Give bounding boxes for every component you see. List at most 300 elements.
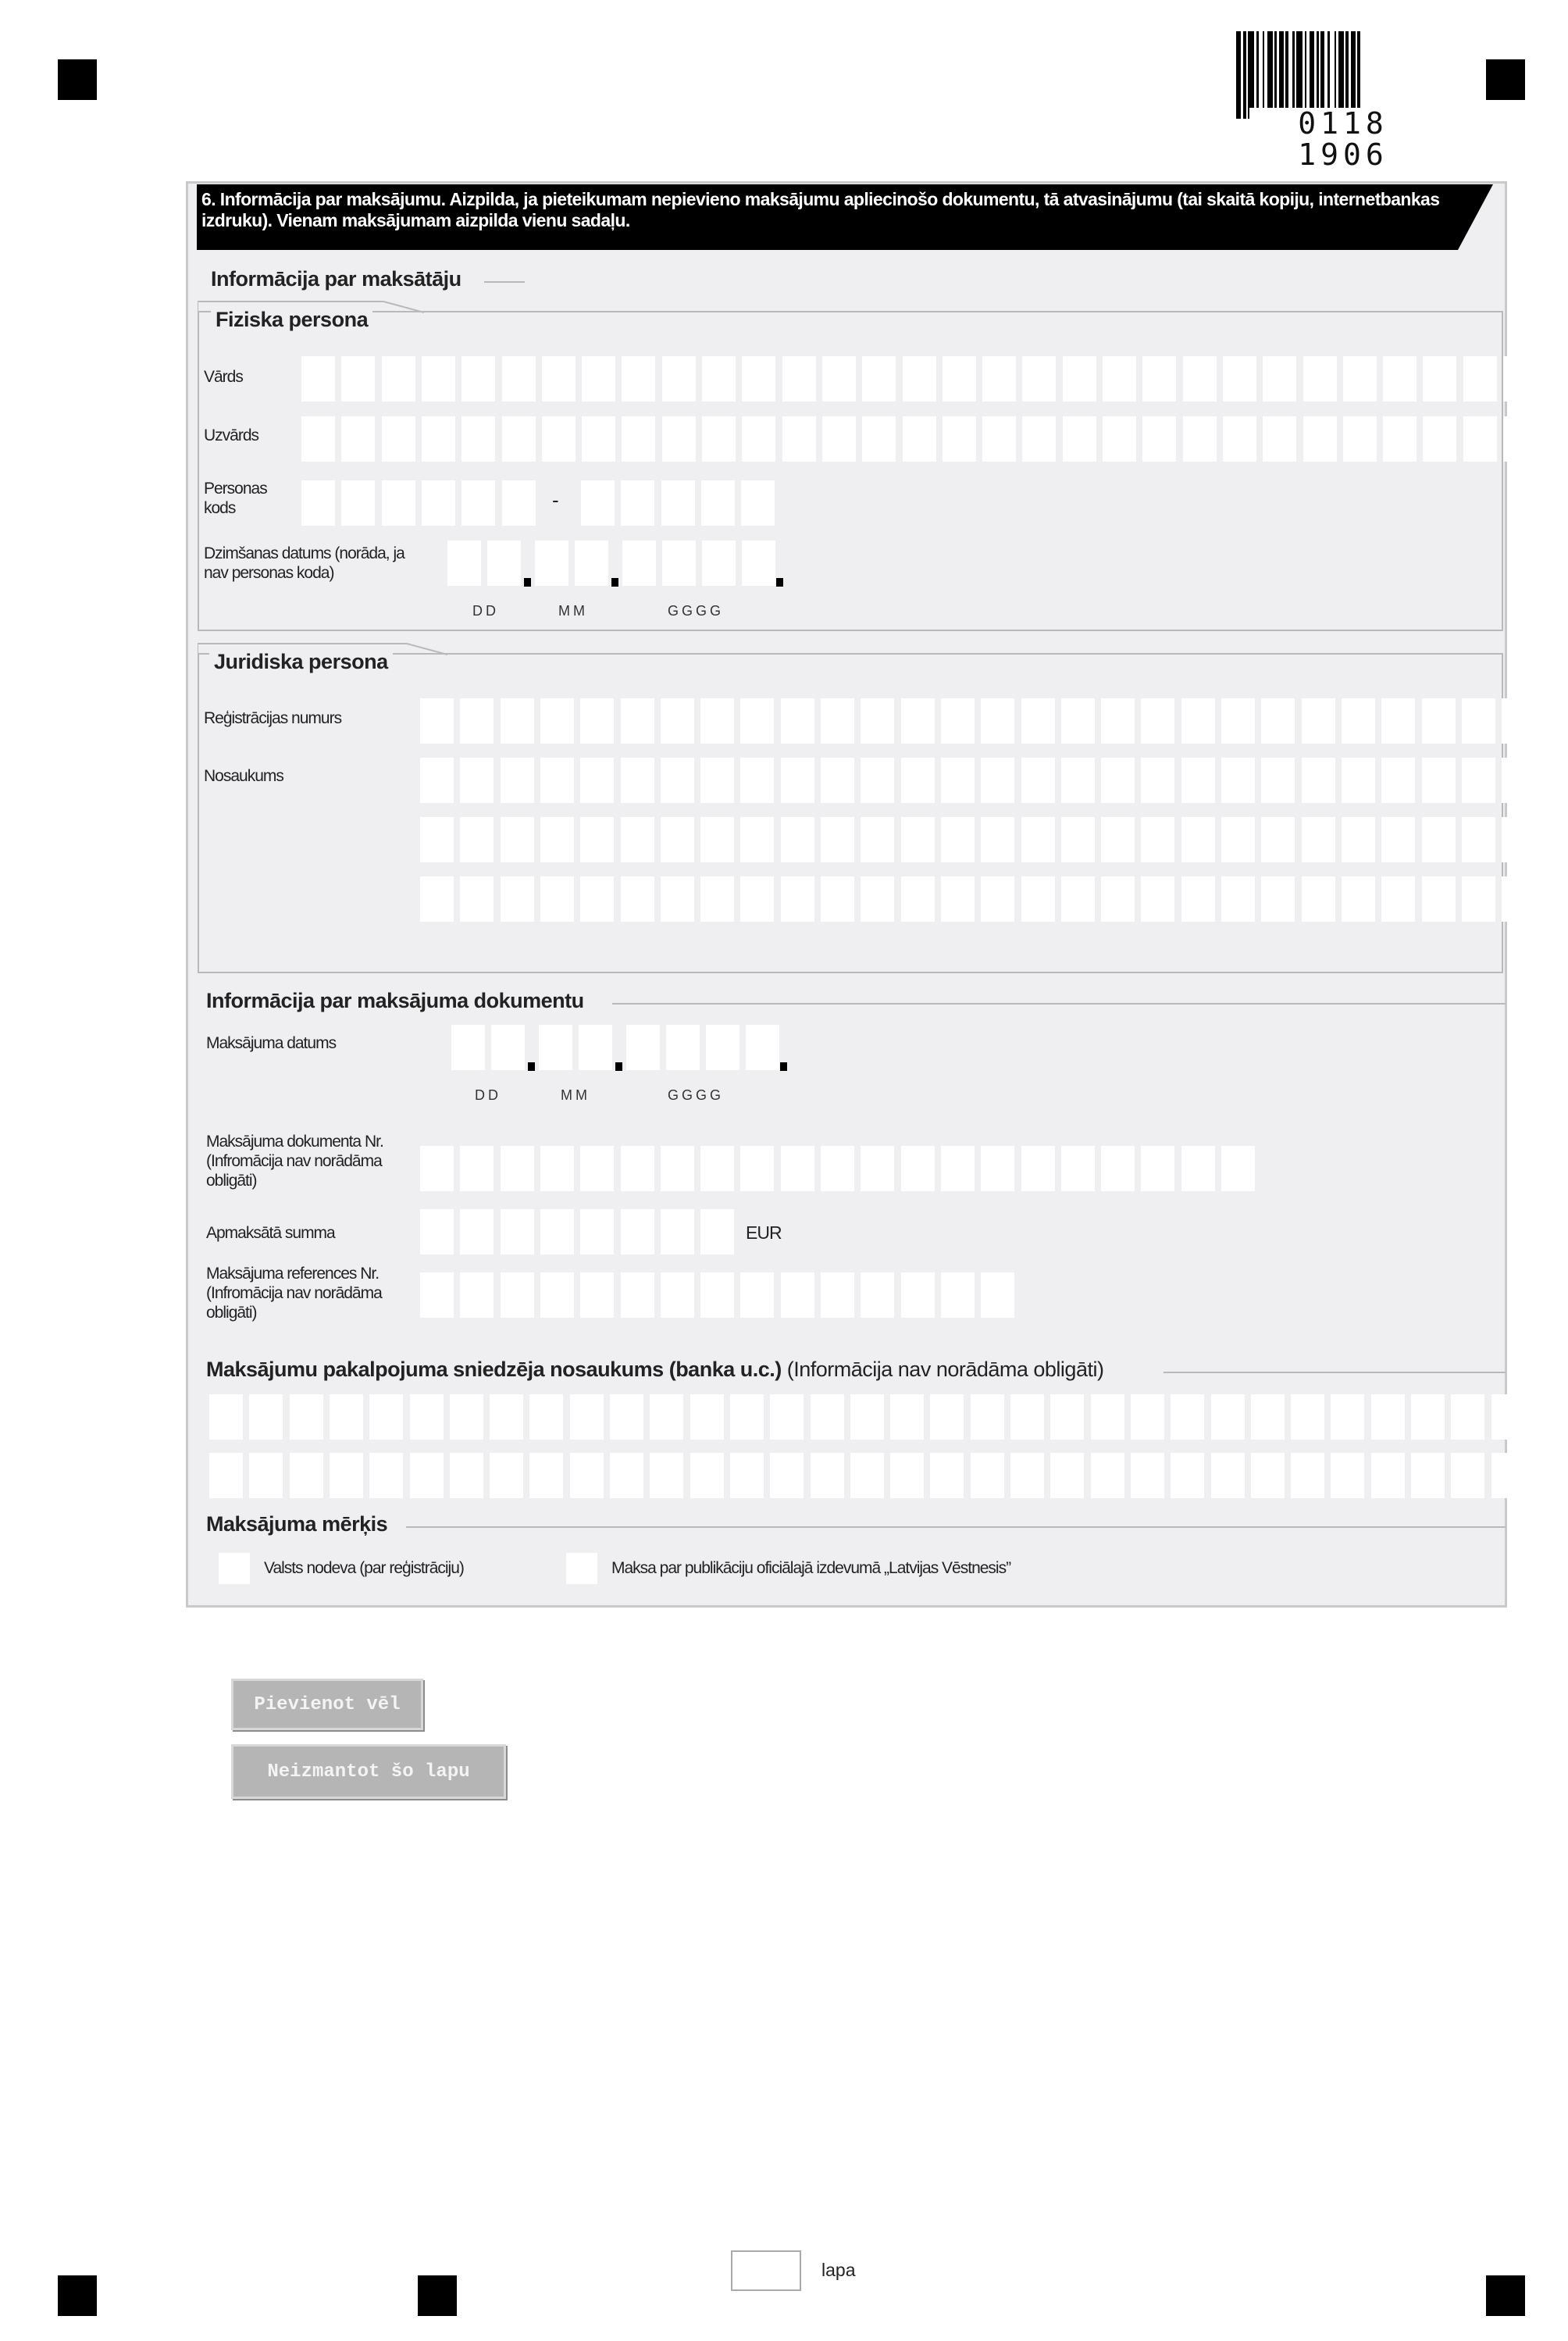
input-cell[interactable] <box>501 1146 534 1191</box>
input-cell[interactable] <box>740 1272 774 1318</box>
input-cell[interactable] <box>1263 416 1296 462</box>
input-cell[interactable] <box>821 758 854 803</box>
input-cell[interactable] <box>420 758 454 803</box>
input-cell[interactable] <box>1061 817 1095 862</box>
input-cell[interactable] <box>661 817 694 862</box>
input-cell[interactable] <box>1462 698 1495 744</box>
input-cell[interactable] <box>1141 758 1174 803</box>
input-cell[interactable] <box>1091 1453 1124 1498</box>
input-cell[interactable] <box>542 356 576 401</box>
input-cell[interactable] <box>1302 817 1335 862</box>
input-cell[interactable] <box>741 480 775 526</box>
input-cell[interactable] <box>369 1394 403 1440</box>
input-cell[interactable] <box>861 1146 894 1191</box>
input-cell[interactable] <box>450 1453 483 1498</box>
input-cell[interactable] <box>661 480 695 526</box>
input-cell[interactable] <box>1331 1394 1364 1440</box>
input-cell[interactable] <box>1050 1394 1084 1440</box>
input-cell[interactable] <box>650 1394 683 1440</box>
input-cell[interactable] <box>1302 698 1335 744</box>
input-cell[interactable] <box>982 356 1016 401</box>
input-cell[interactable] <box>861 698 894 744</box>
input-cell[interactable] <box>1181 698 1215 744</box>
input-cell[interactable] <box>821 876 854 922</box>
input-cell[interactable] <box>971 1453 1004 1498</box>
input-cell[interactable] <box>1261 817 1295 862</box>
input-cell[interactable] <box>981 817 1014 862</box>
input-cell[interactable] <box>1423 356 1456 401</box>
input-cell[interactable] <box>1491 1453 1525 1498</box>
input-cell[interactable] <box>890 1453 924 1498</box>
input-cell[interactable] <box>581 480 615 526</box>
input-cell[interactable] <box>1141 698 1174 744</box>
input-cell[interactable] <box>540 758 574 803</box>
input-cell[interactable] <box>782 356 816 401</box>
input-cell[interactable] <box>1381 758 1415 803</box>
input-cell[interactable] <box>460 1209 494 1254</box>
input-cell[interactable] <box>382 416 415 462</box>
input-cell[interactable] <box>580 698 614 744</box>
input-cell[interactable] <box>422 416 455 462</box>
input-cell[interactable] <box>661 876 694 922</box>
input-cell[interactable] <box>1381 698 1415 744</box>
input-cell[interactable] <box>1021 698 1055 744</box>
input-cell[interactable] <box>781 1146 814 1191</box>
input-cell[interactable] <box>540 1272 574 1318</box>
input-cell[interactable] <box>1383 356 1417 401</box>
input-cell[interactable] <box>1061 698 1095 744</box>
input-cell[interactable] <box>1502 758 1535 803</box>
input-cell[interactable] <box>490 1394 523 1440</box>
add-more-button[interactable]: Pievienot vēl <box>231 1679 423 1730</box>
input-cell[interactable] <box>341 416 375 462</box>
input-cell[interactable] <box>369 1453 403 1498</box>
date-cell[interactable] <box>702 541 736 586</box>
input-cell[interactable] <box>1022 416 1056 462</box>
input-cell[interactable] <box>1291 1453 1324 1498</box>
input-cell[interactable] <box>621 817 654 862</box>
input-cell[interactable] <box>941 876 975 922</box>
input-cell[interactable] <box>209 1453 243 1498</box>
input-cell[interactable] <box>461 416 495 462</box>
input-cell[interactable] <box>1141 876 1174 922</box>
input-cell[interactable] <box>502 480 536 526</box>
input-cell[interactable] <box>542 416 576 462</box>
input-cell[interactable] <box>490 1453 523 1498</box>
input-cell[interactable] <box>1010 1394 1044 1440</box>
input-cell[interactable] <box>1181 876 1215 922</box>
input-cell[interactable] <box>502 356 536 401</box>
input-cell[interactable] <box>1021 817 1055 862</box>
input-cell[interactable] <box>700 1272 734 1318</box>
input-cell[interactable] <box>740 876 774 922</box>
input-cell[interactable] <box>1103 356 1136 401</box>
input-cell[interactable] <box>1302 758 1335 803</box>
input-cell[interactable] <box>1171 1453 1204 1498</box>
input-cell[interactable] <box>622 416 655 462</box>
input-cell[interactable] <box>420 1209 454 1254</box>
input-cell[interactable] <box>821 1272 854 1318</box>
input-cell[interactable] <box>580 817 614 862</box>
input-cell[interactable] <box>781 1272 814 1318</box>
input-cell[interactable] <box>862 356 896 401</box>
input-cell[interactable] <box>742 416 775 462</box>
input-cell[interactable] <box>1463 356 1497 401</box>
input-cell[interactable] <box>1462 817 1495 862</box>
input-cell[interactable] <box>570 1453 604 1498</box>
input-cell[interactable] <box>621 1146 654 1191</box>
input-cell[interactable] <box>420 1272 454 1318</box>
input-cell[interactable] <box>621 1272 654 1318</box>
input-cell[interactable] <box>1343 356 1377 401</box>
input-cell[interactable] <box>700 1209 734 1254</box>
date-cell[interactable] <box>579 1025 612 1070</box>
input-cell[interactable] <box>1223 356 1256 401</box>
input-cell[interactable] <box>460 698 494 744</box>
input-cell[interactable] <box>1061 1146 1095 1191</box>
input-cell[interactable] <box>901 698 935 744</box>
input-cell[interactable] <box>661 758 694 803</box>
input-cell[interactable] <box>1342 698 1375 744</box>
input-cell[interactable] <box>582 416 615 462</box>
input-cell[interactable] <box>1142 356 1176 401</box>
input-cell[interactable] <box>1383 416 1417 462</box>
input-cell[interactable] <box>460 1272 494 1318</box>
input-cell[interactable] <box>1422 758 1456 803</box>
input-cell[interactable] <box>1181 817 1215 862</box>
input-cell[interactable] <box>249 1453 283 1498</box>
input-cell[interactable] <box>1063 356 1096 401</box>
input-cell[interactable] <box>1411 1453 1445 1498</box>
input-cell[interactable] <box>782 416 816 462</box>
input-cell[interactable] <box>941 817 975 862</box>
input-cell[interactable] <box>422 356 455 401</box>
input-cell[interactable] <box>420 1146 454 1191</box>
input-cell[interactable] <box>621 758 654 803</box>
input-cell[interactable] <box>621 1209 654 1254</box>
input-cell[interactable] <box>1131 1394 1164 1440</box>
input-cell[interactable] <box>1491 1394 1525 1440</box>
input-cell[interactable] <box>981 758 1014 803</box>
input-cell[interactable] <box>1342 817 1375 862</box>
input-cell[interactable] <box>740 758 774 803</box>
input-cell[interactable] <box>770 1394 804 1440</box>
input-cell[interactable] <box>1141 817 1174 862</box>
input-cell[interactable] <box>730 1394 764 1440</box>
date-cell[interactable] <box>451 1025 485 1070</box>
input-cell[interactable] <box>1021 758 1055 803</box>
input-cell[interactable] <box>781 817 814 862</box>
input-cell[interactable] <box>740 698 774 744</box>
date-cell[interactable] <box>742 541 775 586</box>
input-cell[interactable] <box>1251 1394 1285 1440</box>
input-cell[interactable] <box>540 698 574 744</box>
date-cell[interactable] <box>535 541 568 586</box>
input-cell[interactable] <box>540 1146 574 1191</box>
input-cell[interactable] <box>1411 1394 1445 1440</box>
input-cell[interactable] <box>502 416 536 462</box>
input-cell[interactable] <box>580 758 614 803</box>
input-cell[interactable] <box>1371 1453 1405 1498</box>
input-cell[interactable] <box>621 876 654 922</box>
input-cell[interactable] <box>580 876 614 922</box>
input-cell[interactable] <box>1101 698 1135 744</box>
input-cell[interactable] <box>821 1146 854 1191</box>
input-cell[interactable] <box>1061 758 1095 803</box>
input-cell[interactable] <box>861 876 894 922</box>
input-cell[interactable] <box>861 817 894 862</box>
purpose-publication-checkbox[interactable] <box>566 1553 597 1584</box>
input-cell[interactable] <box>770 1453 804 1498</box>
input-cell[interactable] <box>1021 876 1055 922</box>
input-cell[interactable] <box>1503 416 1537 462</box>
input-cell[interactable] <box>621 480 654 526</box>
input-cell[interactable] <box>610 1453 643 1498</box>
input-cell[interactable] <box>461 480 495 526</box>
input-cell[interactable] <box>903 356 936 401</box>
input-cell[interactable] <box>662 416 696 462</box>
date-cell[interactable] <box>622 541 656 586</box>
input-cell[interactable] <box>330 1453 363 1498</box>
input-cell[interactable] <box>740 817 774 862</box>
input-cell[interactable] <box>941 1146 975 1191</box>
input-cell[interactable] <box>1021 1146 1055 1191</box>
input-cell[interactable] <box>650 1453 683 1498</box>
input-cell[interactable] <box>901 1146 935 1191</box>
input-cell[interactable] <box>1291 1394 1324 1440</box>
input-cell[interactable] <box>1171 1394 1204 1440</box>
input-cell[interactable] <box>580 1146 614 1191</box>
input-cell[interactable] <box>1221 1146 1255 1191</box>
input-cell[interactable] <box>662 356 696 401</box>
input-cell[interactable] <box>1302 876 1335 922</box>
input-cell[interactable] <box>422 480 455 526</box>
input-cell[interactable] <box>420 817 454 862</box>
input-cell[interactable] <box>1463 416 1497 462</box>
input-cell[interactable] <box>941 698 975 744</box>
date-cell[interactable] <box>746 1025 779 1070</box>
input-cell[interactable] <box>501 876 534 922</box>
input-cell[interactable] <box>701 480 735 526</box>
input-cell[interactable] <box>501 817 534 862</box>
input-cell[interactable] <box>1502 817 1535 862</box>
input-cell[interactable] <box>861 758 894 803</box>
input-cell[interactable] <box>700 758 734 803</box>
input-cell[interactable] <box>1263 356 1296 401</box>
input-cell[interactable] <box>1183 416 1217 462</box>
input-cell[interactable] <box>1050 1453 1084 1498</box>
input-cell[interactable] <box>1251 1453 1285 1498</box>
input-cell[interactable] <box>1221 876 1255 922</box>
input-cell[interactable] <box>981 1146 1014 1191</box>
input-cell[interactable] <box>930 1453 964 1498</box>
input-cell[interactable] <box>290 1394 323 1440</box>
page-number-field[interactable] <box>731 2250 801 2291</box>
input-cell[interactable] <box>661 1272 694 1318</box>
input-cell[interactable] <box>1131 1453 1164 1498</box>
input-cell[interactable] <box>1181 1146 1215 1191</box>
input-cell[interactable] <box>943 416 976 462</box>
input-cell[interactable] <box>1103 416 1136 462</box>
input-cell[interactable] <box>903 416 936 462</box>
input-cell[interactable] <box>529 1394 563 1440</box>
date-cell[interactable] <box>626 1025 660 1070</box>
input-cell[interactable] <box>1183 356 1217 401</box>
input-cell[interactable] <box>702 356 736 401</box>
input-cell[interactable] <box>822 416 856 462</box>
input-cell[interactable] <box>301 416 335 462</box>
input-cell[interactable] <box>1022 356 1056 401</box>
dont-use-page-button[interactable]: Neizmantot šo lapu <box>231 1744 506 1799</box>
input-cell[interactable] <box>622 356 655 401</box>
input-cell[interactable] <box>730 1453 764 1498</box>
input-cell[interactable] <box>410 1453 444 1498</box>
input-cell[interactable] <box>1010 1453 1044 1498</box>
input-cell[interactable] <box>330 1394 363 1440</box>
input-cell[interactable] <box>1462 876 1495 922</box>
input-cell[interactable] <box>930 1394 964 1440</box>
input-cell[interactable] <box>420 876 454 922</box>
input-cell[interactable] <box>460 817 494 862</box>
input-cell[interactable] <box>450 1394 483 1440</box>
date-cell[interactable] <box>447 541 481 586</box>
input-cell[interactable] <box>1221 698 1255 744</box>
input-cell[interactable] <box>1342 758 1375 803</box>
input-cell[interactable] <box>1381 817 1415 862</box>
input-cell[interactable] <box>1423 416 1456 462</box>
input-cell[interactable] <box>341 480 375 526</box>
input-cell[interactable] <box>540 876 574 922</box>
input-cell[interactable] <box>1061 876 1095 922</box>
input-cell[interactable] <box>529 1453 563 1498</box>
input-cell[interactable] <box>1101 876 1135 922</box>
input-cell[interactable] <box>209 1394 243 1440</box>
input-cell[interactable] <box>700 817 734 862</box>
input-cell[interactable] <box>742 356 775 401</box>
input-cell[interactable] <box>341 356 375 401</box>
input-cell[interactable] <box>943 356 976 401</box>
input-cell[interactable] <box>1142 416 1176 462</box>
input-cell[interactable] <box>781 698 814 744</box>
input-cell[interactable] <box>862 416 896 462</box>
input-cell[interactable] <box>410 1394 444 1440</box>
input-cell[interactable] <box>700 698 734 744</box>
input-cell[interactable] <box>1223 416 1256 462</box>
input-cell[interactable] <box>301 356 335 401</box>
input-cell[interactable] <box>1422 698 1456 744</box>
input-cell[interactable] <box>249 1394 283 1440</box>
input-cell[interactable] <box>1091 1394 1124 1440</box>
input-cell[interactable] <box>1261 876 1295 922</box>
input-cell[interactable] <box>1381 876 1415 922</box>
input-cell[interactable] <box>1462 758 1495 803</box>
input-cell[interactable] <box>1261 758 1295 803</box>
input-cell[interactable] <box>901 758 935 803</box>
input-cell[interactable] <box>861 1272 894 1318</box>
input-cell[interactable] <box>501 758 534 803</box>
input-cell[interactable] <box>901 876 935 922</box>
input-cell[interactable] <box>661 1209 694 1254</box>
input-cell[interactable] <box>1331 1453 1364 1498</box>
input-cell[interactable] <box>1181 758 1215 803</box>
input-cell[interactable] <box>460 1146 494 1191</box>
input-cell[interactable] <box>941 1272 975 1318</box>
input-cell[interactable] <box>1451 1394 1484 1440</box>
input-cell[interactable] <box>850 1394 884 1440</box>
input-cell[interactable] <box>1063 416 1096 462</box>
input-cell[interactable] <box>580 1272 614 1318</box>
input-cell[interactable] <box>501 1209 534 1254</box>
input-cell[interactable] <box>982 416 1016 462</box>
input-cell[interactable] <box>890 1394 924 1440</box>
input-cell[interactable] <box>740 1146 774 1191</box>
input-cell[interactable] <box>382 480 415 526</box>
input-cell[interactable] <box>811 1453 844 1498</box>
input-cell[interactable] <box>540 817 574 862</box>
input-cell[interactable] <box>821 698 854 744</box>
date-cell[interactable] <box>706 1025 739 1070</box>
input-cell[interactable] <box>981 698 1014 744</box>
input-cell[interactable] <box>1451 1453 1484 1498</box>
date-cell[interactable] <box>487 541 521 586</box>
input-cell[interactable] <box>661 1146 694 1191</box>
input-cell[interactable] <box>700 1146 734 1191</box>
input-cell[interactable] <box>661 698 694 744</box>
date-cell[interactable] <box>662 541 696 586</box>
input-cell[interactable] <box>941 758 975 803</box>
input-cell[interactable] <box>461 356 495 401</box>
input-cell[interactable] <box>700 876 734 922</box>
input-cell[interactable] <box>582 356 615 401</box>
input-cell[interactable] <box>901 817 935 862</box>
input-cell[interactable] <box>1502 876 1535 922</box>
input-cell[interactable] <box>501 698 534 744</box>
input-cell[interactable] <box>621 698 654 744</box>
input-cell[interactable] <box>821 817 854 862</box>
input-cell[interactable] <box>1343 416 1377 462</box>
input-cell[interactable] <box>1502 698 1535 744</box>
input-cell[interactable] <box>901 1272 935 1318</box>
input-cell[interactable] <box>1101 758 1135 803</box>
input-cell[interactable] <box>1141 1146 1174 1191</box>
input-cell[interactable] <box>690 1453 724 1498</box>
input-cell[interactable] <box>1342 876 1375 922</box>
date-cell[interactable] <box>666 1025 700 1070</box>
input-cell[interactable] <box>540 1209 574 1254</box>
input-cell[interactable] <box>781 876 814 922</box>
input-cell[interactable] <box>981 876 1014 922</box>
input-cell[interactable] <box>1422 876 1456 922</box>
input-cell[interactable] <box>1101 1146 1135 1191</box>
input-cell[interactable] <box>1261 698 1295 744</box>
input-cell[interactable] <box>501 1272 534 1318</box>
date-cell[interactable] <box>491 1025 525 1070</box>
input-cell[interactable] <box>420 698 454 744</box>
input-cell[interactable] <box>1422 817 1456 862</box>
input-cell[interactable] <box>580 1209 614 1254</box>
input-cell[interactable] <box>781 758 814 803</box>
date-cell[interactable] <box>539 1025 572 1070</box>
input-cell[interactable] <box>971 1394 1004 1440</box>
purpose-state-fee-checkbox[interactable] <box>219 1553 250 1584</box>
input-cell[interactable] <box>1211 1453 1245 1498</box>
input-cell[interactable] <box>1371 1394 1405 1440</box>
input-cell[interactable] <box>610 1394 643 1440</box>
input-cell[interactable] <box>290 1453 323 1498</box>
date-cell[interactable] <box>575 541 608 586</box>
input-cell[interactable] <box>1101 817 1135 862</box>
input-cell[interactable] <box>1303 416 1337 462</box>
